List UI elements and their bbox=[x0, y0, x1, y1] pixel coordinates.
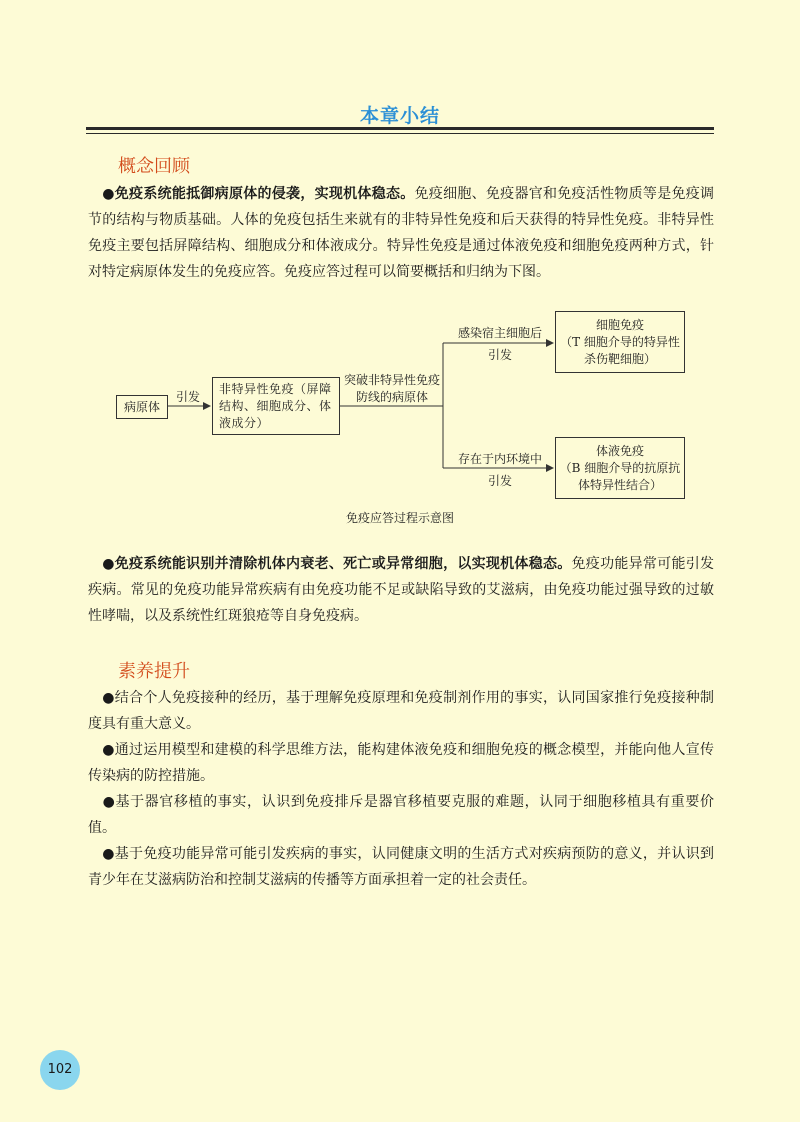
lower-branch-label: 存在于内环境中 引发 bbox=[457, 452, 542, 488]
concept-lead-1: 免疫系统能抵御病原体的侵袭，实现机体稳态。 bbox=[114, 186, 415, 202]
bullet-icon: ● bbox=[102, 794, 116, 810]
literacy-item: ●通过运用模型和建模的科学思维方法，能构建体液免疫和细胞免疫的概念模型，并能向他人宣传传染病的防控措施。 bbox=[88, 742, 714, 784]
page-number: 102 bbox=[40, 1050, 80, 1090]
chapter-title: 本章小结 bbox=[359, 105, 440, 127]
pathogen-box: 病原体 bbox=[116, 395, 168, 419]
bullet-icon: ● bbox=[102, 186, 115, 202]
literacy-section-title: 素养提升 bbox=[118, 661, 190, 682]
bullet-icon: ● bbox=[102, 556, 115, 572]
bullet-icon: ● bbox=[102, 846, 115, 862]
concept-paragraph-2 bbox=[88, 551, 714, 629]
literacy-item: ●基于器官移植的事实，认识到免疫排斥是器官移植要克服的难题，认同于细胞移植具有重要价值。 bbox=[88, 794, 715, 836]
upper-branch-label: 感染宿主细胞后 引发 bbox=[457, 326, 542, 362]
literacy-item: ●结合个人免疫接种的经历，基于理解免疫原理和免疫制剂作用的事实，认同国家推行免疫接种制度具有重大意义。 bbox=[88, 690, 714, 732]
cell-immunity-box: 细胞免疫 （T 细胞介导的特异性 杀伤靶细胞） bbox=[555, 311, 685, 373]
breakthrough-label: 突破非特异性免疫防线的病原体 bbox=[343, 373, 440, 404]
literacy-item: ●基于免疫功能异常可能引发疾病的事实，认同健康文明的生活方式对疾病预防的意义，并认识到青少年在艾滋病防治和控制艾滋病的传播等方面承担着一定的社会责任。 bbox=[88, 846, 714, 888]
concept-lead-2: 免疫系统能识别并清除机体内衰老、死亡或异常细胞，以实现机体稳态。 bbox=[114, 556, 572, 572]
trigger-label: 引发 bbox=[176, 390, 201, 404]
bullet-icon: ● bbox=[102, 690, 115, 706]
bullet-icon: ● bbox=[102, 742, 115, 758]
title-rule-thin bbox=[86, 133, 714, 134]
concept-section-title: 概念回顾 bbox=[118, 156, 190, 177]
title-rule-thick bbox=[86, 127, 714, 130]
nonspecific-immunity-box: 非特异性免疫（屏障结构、细胞成分、体液成分） bbox=[212, 377, 340, 435]
humoral-immunity-box: 体液免疫 （B 细胞介导的抗原抗 体特异性结合） bbox=[555, 437, 685, 499]
concept-paragraph-1 bbox=[88, 181, 714, 285]
concept-body-1: 免疫细胞、免疫器官和免疫活性物质等是免疫调节的结构与物质基础。人体的免疫包括生来就有的非特异性免疫和后天获得的特异性免疫。非特异性免疫主要包括屏障结构、细胞成分和体液成分。特异性免疫是通过体液免疫和细胞免疫两种方式，针对特定病原体发生的免疫应答。免疫应答过程可以简要概括和归纳为下图。 bbox=[88, 186, 715, 280]
concept-body-2: 免疫功能异常可能引发疾病。常见的免疫功能异常疾病有由免疫功能不足或缺陷导致的艾滋病，由免疫功能过强导致的过敏性哮喘，以及系统性红斑狼疮等自身免疫病。 bbox=[88, 556, 714, 624]
diagram-caption: 免疫应答过程示意图 bbox=[345, 511, 454, 525]
